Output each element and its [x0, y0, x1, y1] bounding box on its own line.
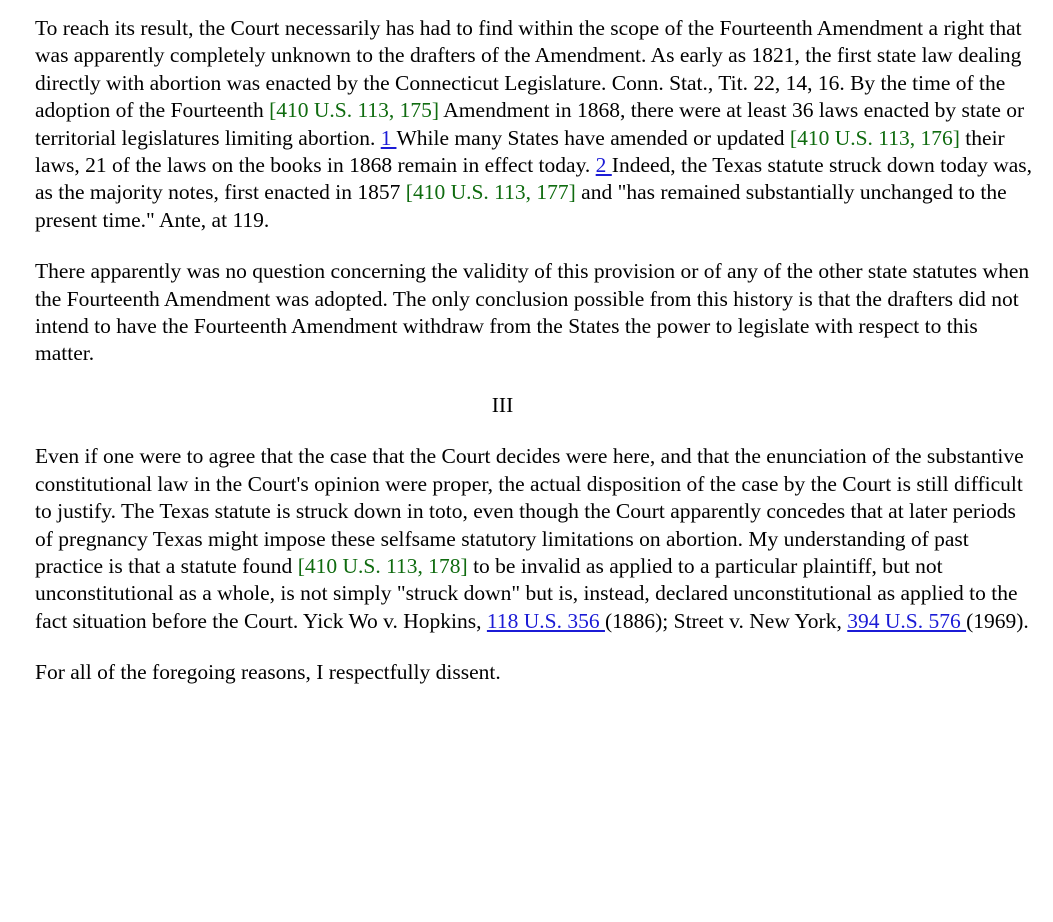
page-reference: [410 U.S. 113, 176] — [789, 125, 960, 150]
page-reference: [410 U.S. 113, 177] — [405, 180, 576, 205]
case-citation-link-yick-wo[interactable]: 118 U.S. 356 — [486, 608, 605, 633]
paragraph-text: To reach its result, the Court necessarily has had to find within the scope of the Fourteenth Amendment a right that was apparently completely unknown to the drafters of the Amendment. As early as 1821, the first state law dealing directly with abortion was enacted by the Connecticut Legislature. Conn. Stat., Tit. 22, 14, 16. By the time of the adoption of the Fourteenth — [35, 16, 1022, 123]
opinion-text — [35, 15, 1035, 687]
paragraph-text: (1969). — [966, 608, 1029, 633]
paragraph-text: (1886); Street v. New York, — [604, 608, 848, 633]
case-citation-link-street[interactable]: 394 U.S. 576 — [847, 608, 967, 633]
paragraph-text: to be invalid as applied to a particular plaintiff, but not unconstitutional as a whole, is not simply "struck down" but is, instead, declared unconstitutional as applied to the fact situation before the Court. Yick Wo v. Hopkins, — [35, 553, 1018, 633]
paragraph-text: Amendment in 1868, there were at least 36 laws enacted by state or territorial legislatures limiting abortion. — [35, 98, 1025, 150]
paragraph-text: Even if one were to agree that the case that the Court decides were here, and that the enunciation of the substantive constitutional law in the Court's opinion were proper, the actual disposition of the case by the Court is still difficult to justify. The Texas statute is struck down in toto, even though the Court apparently concedes that at later periods of pregnancy Texas might impose these selfsame statutory limitations on abortion. My understanding of past practice is that a statute found — [35, 444, 1024, 578]
section-heading: III — [491, 392, 514, 417]
paragraph-disposition — [35, 443, 1035, 635]
footnote-link-1[interactable]: 1 — [380, 125, 397, 150]
page-reference: [410 U.S. 113, 175] — [269, 98, 440, 123]
paragraph-conclusion: For all of the foregoing reasons, I respectfully dissent. — [35, 660, 501, 685]
paragraph-text: their laws, 21 of the laws on the books in 1868 remain in effect today. — [35, 125, 1005, 178]
paragraph-text: and "has remained substantially unchanged to the present time." Ante, at 119. — [35, 180, 1007, 232]
footnote-link-2[interactable]: 2 — [595, 153, 612, 178]
page-reference: [410 U.S. 113, 178] — [297, 553, 468, 578]
paragraph-historical-abortion-laws — [35, 15, 1035, 234]
paragraph-text: While many States have amended or updated — [396, 125, 790, 150]
paragraph-drafters-intent: There apparently was no question concerning the validity of this provision or of any of the other state statutes when the Fourteenth Amendment was adopted. The only conclusion possible from this history is that the drafters did not intend to have the Fourteenth Amendment withdraw from the States the power to legislate with respect to this matter. — [35, 259, 1030, 366]
paragraph-text: Indeed, the Texas statute struck down today was, as the majority notes, first enacted in 1857 — [35, 153, 1033, 205]
